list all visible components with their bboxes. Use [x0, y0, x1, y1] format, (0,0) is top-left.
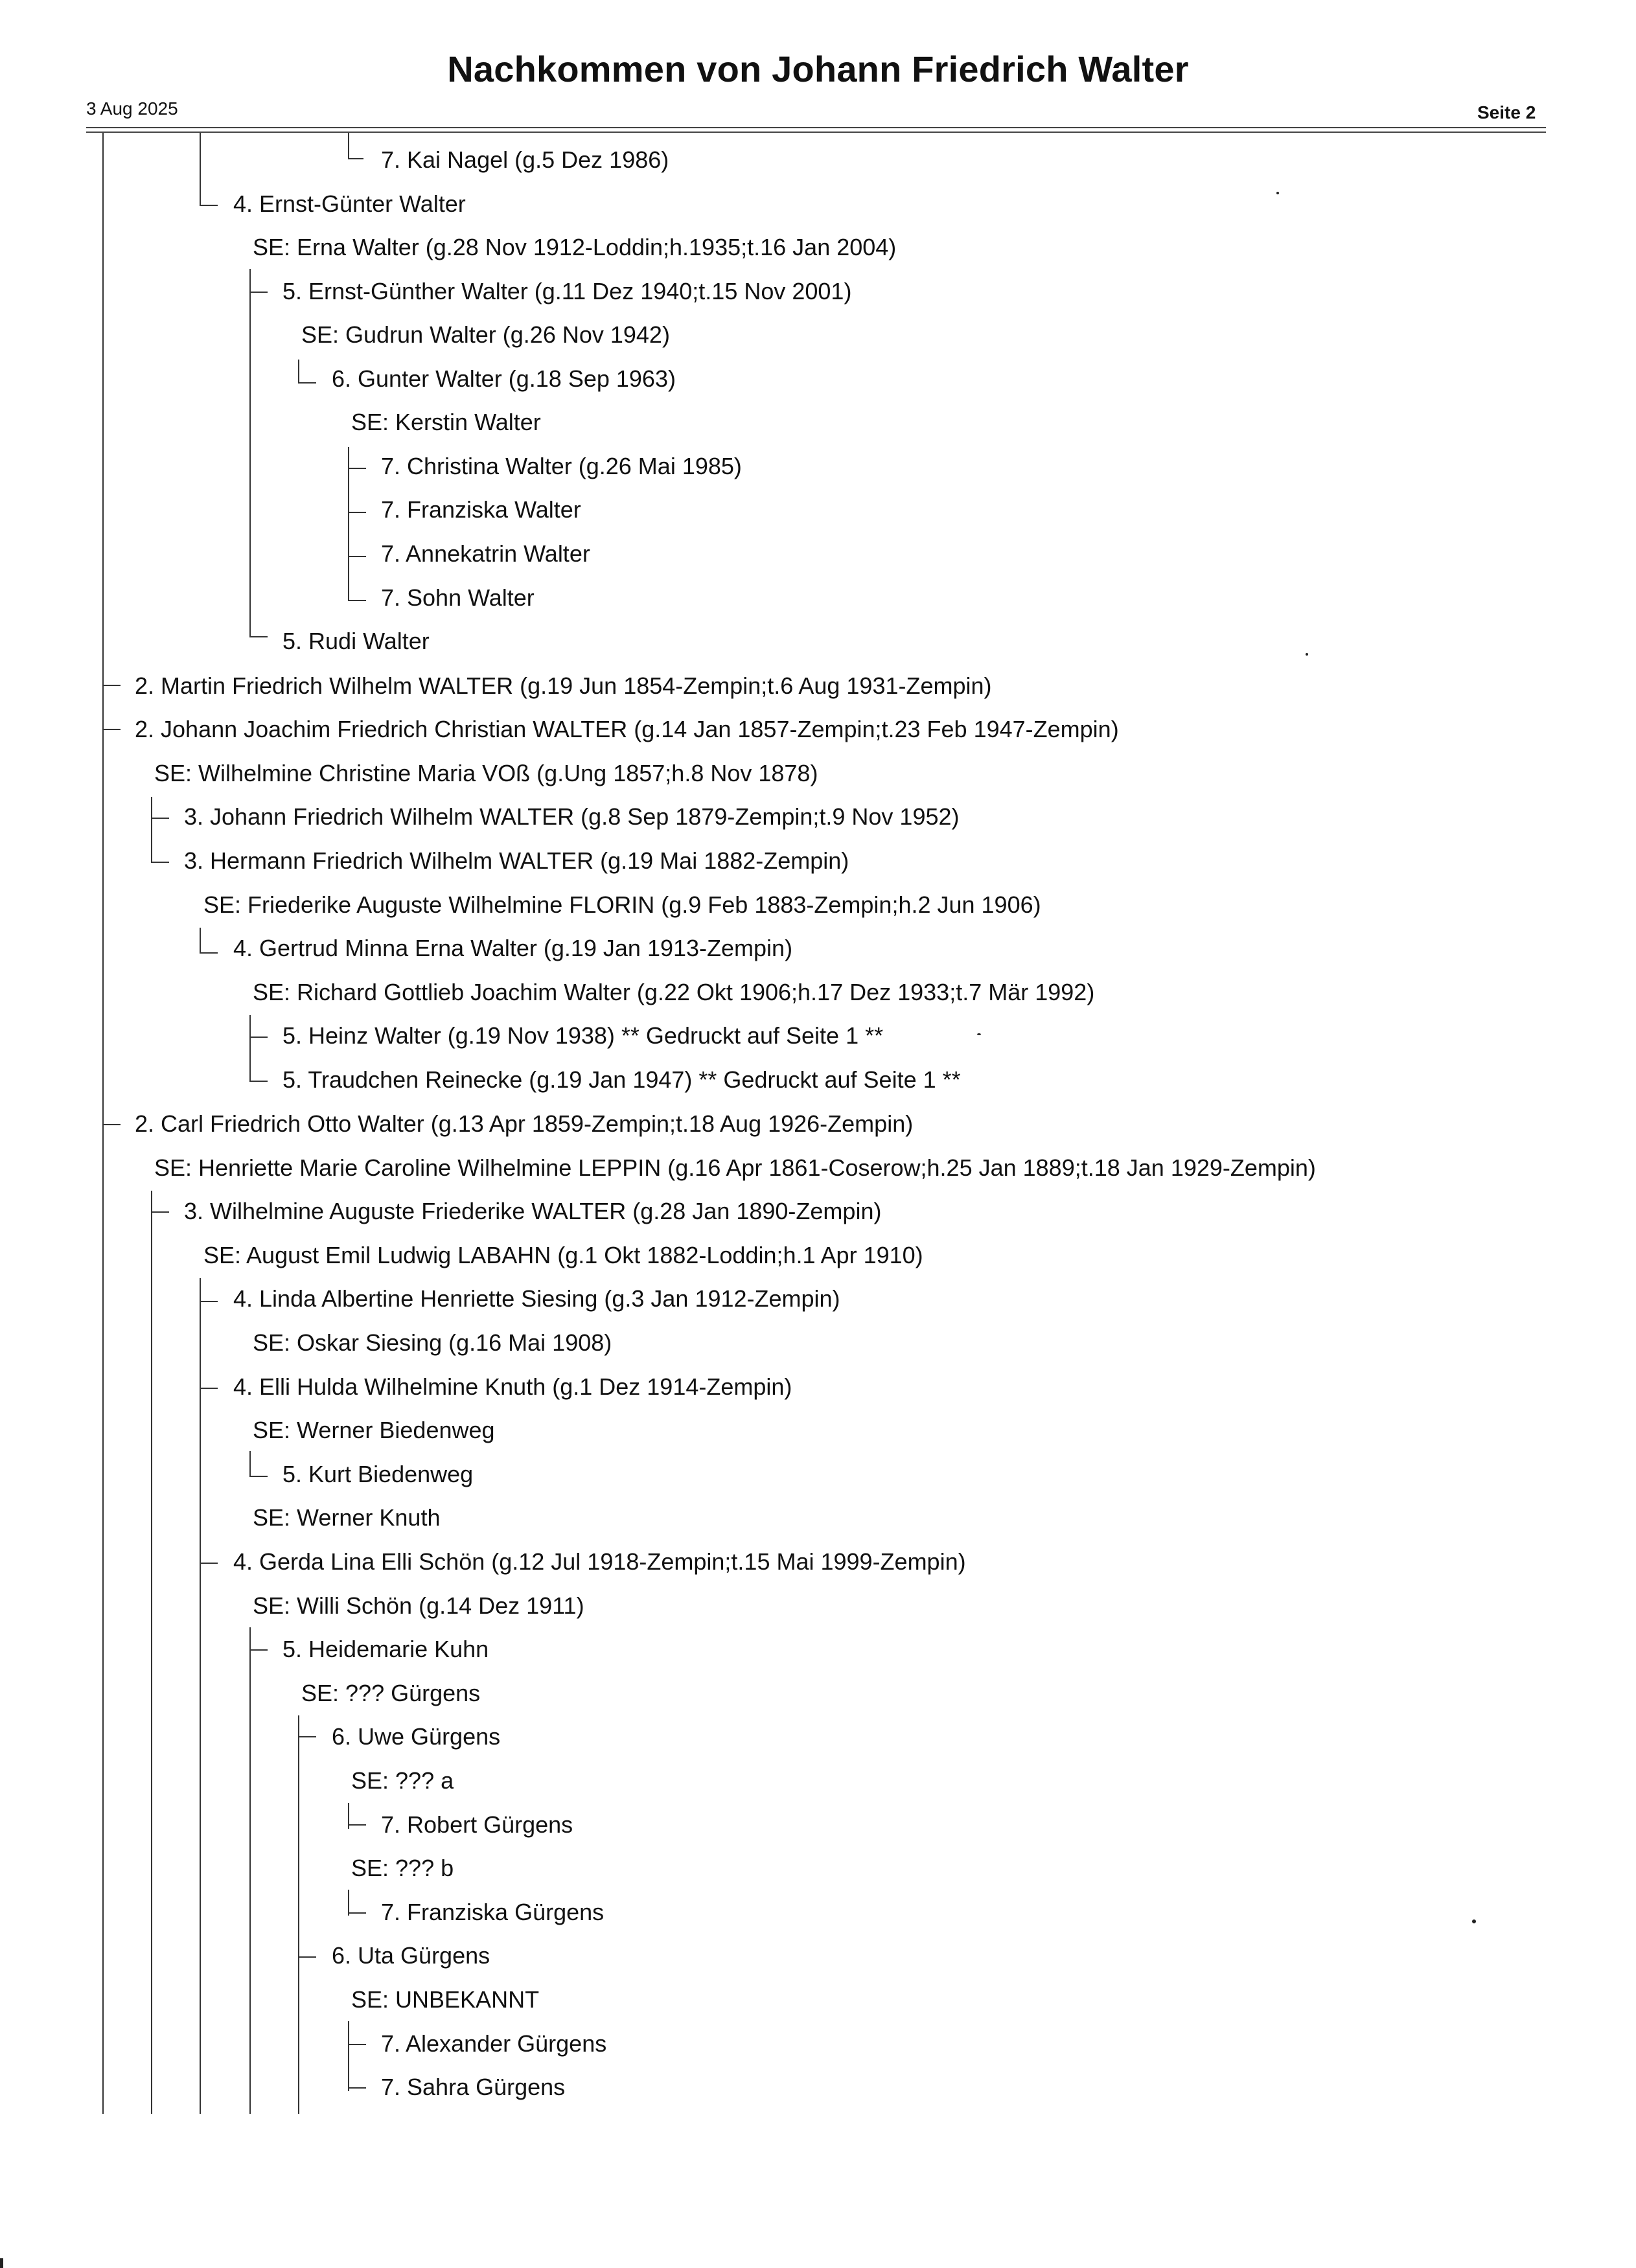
tree-line	[298, 360, 299, 383]
scan-speck	[1472, 1919, 1476, 1923]
tree-line	[348, 158, 363, 159]
spouse-entry: SE: ??? Gürgens	[301, 1680, 481, 1706]
tree-line	[348, 1912, 366, 1914]
spouse-entry: SE: Henriette Marie Caroline Wilhelmine LEPPIN (g.16 Apr 1861-Coserow;h.25 Jan 1889;t.18 Jan 1929-Zempin)	[154, 1154, 1316, 1181]
tree-line	[249, 636, 268, 637]
tree-line	[200, 205, 218, 206]
descendant-entry: 4. Gerda Lina Elli Schön (g.12 Jul 1918-Zempin;t.15 Mai 1999-Zempin)	[233, 1548, 966, 1575]
descendant-entry: 7. Robert Gürgens	[381, 1811, 573, 1838]
spouse-entry: SE: Werner Knuth	[253, 1504, 441, 1531]
descendant-entry: 7. Sohn Walter	[381, 584, 535, 611]
tree-line	[348, 512, 366, 513]
scan-speck	[0, 2258, 3, 2268]
spouse-entry: SE: Wilhelmine Christine Maria VOß (g.Ung 1857;h.8 Nov 1878)	[154, 760, 818, 786]
tree-line	[102, 729, 121, 730]
descendant-entry: 7. Franziska Gürgens	[381, 1899, 605, 1925]
descendant-entry: 5. Kurt Biedenweg	[282, 1461, 474, 1487]
tree-line	[348, 1890, 349, 1916]
spouse-entry: SE: Oskar Siesing (g.16 Mai 1908)	[253, 1329, 612, 1356]
page-title: Nachkommen von Johann Friedrich Walter	[447, 49, 1189, 89]
descendant-entry: 6. Uwe Gürgens	[332, 1723, 501, 1750]
tree-line	[249, 292, 268, 293]
descendant-entry: 5. Heinz Walter (g.19 Nov 1938) ** Gedruckt auf Seite 1 **	[282, 1022, 884, 1049]
tree-line	[249, 1015, 251, 1082]
tree-line	[348, 447, 349, 601]
tree-line	[151, 818, 169, 819]
descendant-entry: 7. Kai Nagel (g.5 Dez 1986)	[381, 146, 669, 173]
descendant-entry: 6. Gunter Walter (g.18 Sep 1963)	[332, 365, 676, 392]
spouse-entry: SE: Werner Biedenweg	[253, 1417, 495, 1443]
tree-line	[200, 1563, 218, 1564]
tree-line	[348, 1824, 366, 1826]
tree-line	[249, 1081, 268, 1082]
scan-speck	[1276, 192, 1279, 194]
descendant-entry: 5. Ernst-Günther Walter (g.11 Dez 1940;t.15 Nov 2001)	[282, 278, 852, 304]
tree-line	[298, 382, 316, 384]
tree-line	[348, 2044, 366, 2045]
tree-line	[249, 1476, 268, 1477]
descendant-entry: 3. Johann Friedrich Wilhelm WALTER (g.8 Sep 1879-Zempin;t.9 Nov 1952)	[184, 803, 960, 830]
descendant-entry: 2. Carl Friedrich Otto Walter (g.13 Apr 1859-Zempin;t.18 Aug 1926-Zempin)	[135, 1110, 914, 1137]
descendant-entry: 5. Heidemarie Kuhn	[282, 1636, 489, 1662]
descendant-entry: 7. Christina Walter (g.26 Mai 1985)	[381, 453, 742, 479]
descendant-entry: 7. Annekatrin Walter	[381, 540, 590, 567]
descendant-entry: 5. Rudi Walter	[282, 628, 430, 654]
header-rule	[86, 132, 1546, 133]
tree-line	[348, 556, 366, 557]
descendant-entry: 7. Franziska Walter	[381, 496, 581, 523]
tree-line	[249, 269, 251, 637]
report-date: 3 Aug 2025	[86, 98, 178, 119]
tree-line	[298, 1956, 316, 1958]
tree-line	[200, 952, 218, 954]
spouse-entry: SE: Kerstin Walter	[351, 409, 541, 435]
tree-line	[348, 2021, 349, 2091]
spouse-entry: SE: Willi Schön (g.14 Dez 1911)	[253, 1592, 584, 1619]
descendant-entry: 2. Martin Friedrich Wilhelm WALTER (g.19 Jun 1854-Zempin;t.6 Aug 1931-Zempin)	[135, 672, 992, 699]
descendant-entry: 3. Wilhelmine Auguste Friederike WALTER (g.28 Jan 1890-Zempin)	[184, 1198, 882, 1224]
tree-line	[102, 1124, 121, 1125]
spouse-entry: SE: Richard Gottlieb Joachim Walter (g.22 Okt 1906;h.17 Dez 1933;t.7 Mär 1992)	[253, 979, 1095, 1005]
spouse-entry: SE: UNBEKANNT	[351, 1986, 540, 2013]
tree-line	[298, 1736, 316, 1737]
descendant-entry: 2. Johann Joachim Friedrich Christian WALTER (g.14 Jan 1857-Zempin;t.23 Feb 1947-Zempin)	[135, 716, 1119, 742]
spouse-entry: SE: Friederike Auguste Wilhelmine FLORIN (g.9 Feb 1883-Zempin;h.2 Jun 1906)	[203, 891, 1041, 918]
tree-line	[348, 468, 366, 469]
tree-line	[151, 1211, 169, 1213]
tree-line	[348, 2087, 366, 2089]
tree-line	[249, 1451, 251, 1477]
tree-line	[151, 1191, 152, 2114]
tree-line	[200, 1278, 201, 2114]
spouse-entry: SE: Gudrun Walter (g.26 Nov 1942)	[301, 321, 670, 348]
spouse-entry: SE: ??? b	[351, 1855, 454, 1881]
header-rule	[86, 127, 1546, 128]
tree-line	[200, 133, 201, 205]
spouse-entry: SE: Erna Walter (g.28 Nov 1912-Loddin;h.1935;t.16 Jan 2004)	[253, 234, 897, 260]
tree-line	[348, 600, 366, 601]
tree-line	[102, 133, 104, 2114]
tree-line	[200, 928, 201, 954]
spouse-entry: SE: ??? a	[351, 1767, 454, 1794]
spouse-entry: SE: August Emil Ludwig LABAHN (g.1 Okt 1882-Loddin;h.1 Apr 1910)	[203, 1242, 923, 1268]
descendant-entry: 6. Uta Gürgens	[332, 1942, 490, 1969]
descendant-entry: 7. Alexander Gürgens	[381, 2030, 607, 2057]
tree-line	[200, 1388, 218, 1389]
tree-line	[249, 1627, 251, 2114]
scan-speck	[977, 1033, 981, 1035]
descendant-entry: 4. Linda Albertine Henriette Siesing (g.3 Jan 1912-Zempin)	[233, 1285, 840, 1312]
tree-line	[151, 797, 152, 863]
tree-line	[298, 1715, 299, 2114]
descendant-entry: 7. Sahra Gürgens	[381, 2074, 566, 2100]
tree-line	[249, 1037, 268, 1038]
descendant-entry: 4. Ernst-Günter Walter	[233, 190, 466, 217]
descendant-entry: 5. Traudchen Reinecke (g.19 Jan 1947) ** Gedruckt auf Seite 1 **	[282, 1066, 961, 1093]
descendant-entry: 3. Hermann Friedrich Wilhelm WALTER (g.19 Mai 1882-Zempin)	[184, 847, 849, 874]
tree-line	[102, 685, 121, 686]
tree-line	[249, 1649, 268, 1651]
descendant-entry: 4. Elli Hulda Wilhelmine Knuth (g.1 Dez 1914-Zempin)	[233, 1373, 792, 1400]
tree-line	[200, 1301, 218, 1302]
descendant-entry: 4. Gertrud Minna Erna Walter (g.19 Jan 1913-Zempin)	[233, 935, 793, 961]
tree-line	[348, 133, 349, 159]
scan-speck	[1306, 653, 1308, 656]
page-number: Seite 2	[1477, 102, 1536, 122]
tree-line	[151, 862, 169, 863]
